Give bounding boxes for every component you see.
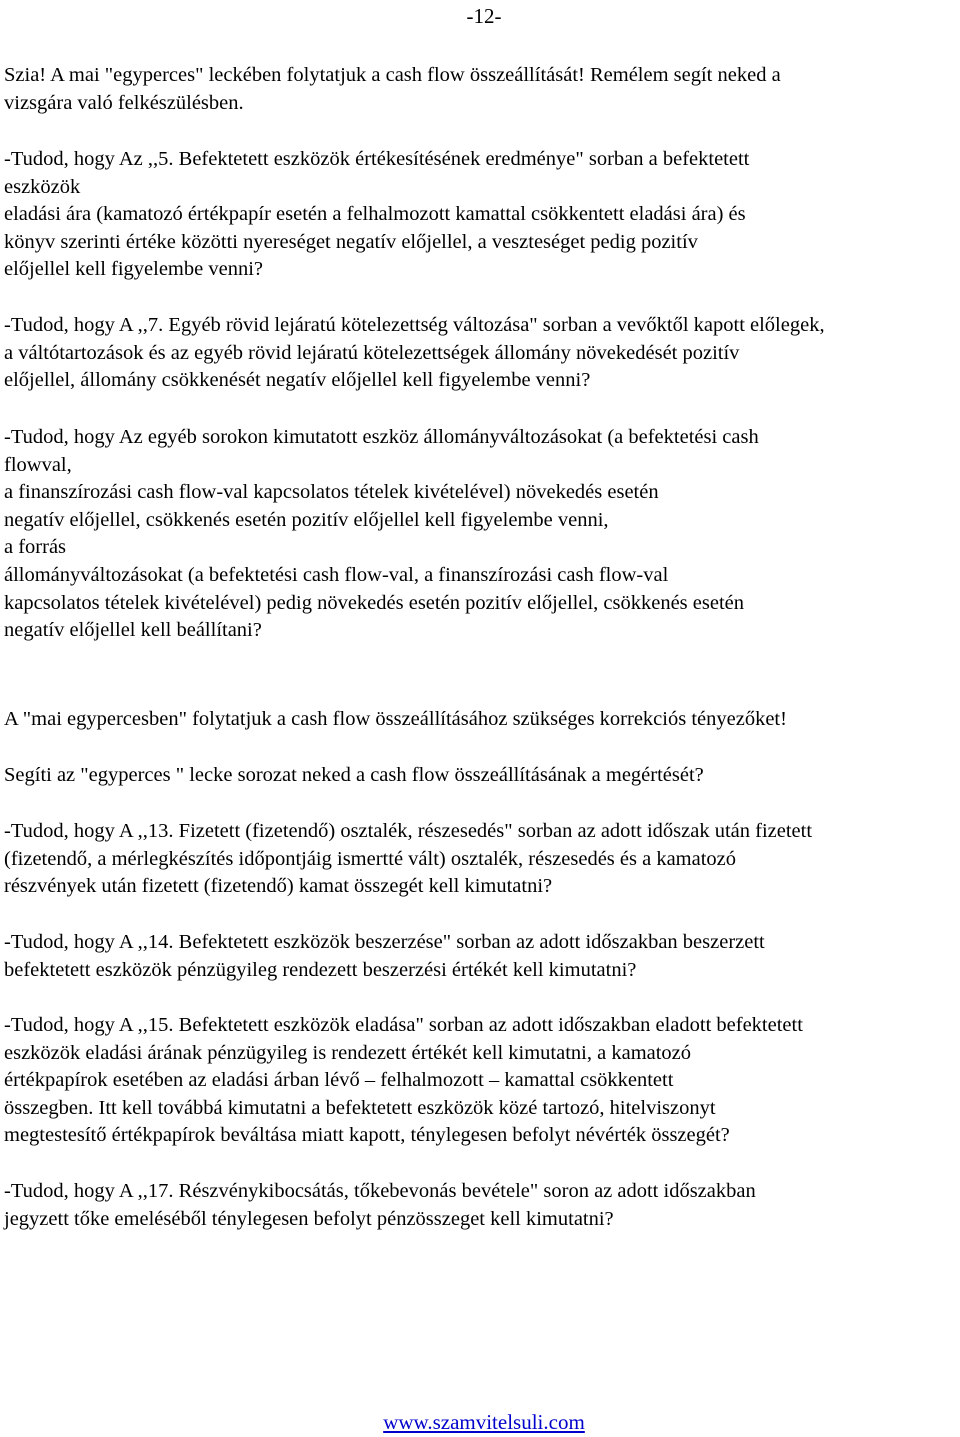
text-line: vizsgára való felkészülésben.	[4, 91, 244, 114]
paragraph-today	[4, 706, 960, 734]
website-link[interactable]: www.szamvitelsuli.com	[383, 1410, 585, 1434]
text-line: -Tudod, hogy A ,,14. Befektetett eszközök beszerzése" sorban az adott időszakban beszerzett	[4, 931, 765, 953]
paragraph-other-rows	[4, 424, 960, 645]
text-line: negatív előjellel kell beállítani?	[4, 619, 262, 642]
paragraph-item-17	[4, 1178, 960, 1233]
text-line: jegyzett tőke emeléséből ténylegesen befolyt pénzösszeget kell kimutatni?	[4, 1207, 614, 1230]
text-line: -Tudod, hogy Az egyéb sorokon kimutatott eszköz állományváltozásokat (a befektetési cash	[4, 426, 759, 448]
text-line: előjellel kell figyelembe venni?	[4, 258, 263, 281]
text-line: -Tudod, hogy A ,,17. Részvénykibocsátás, tőkebevonás bevétele" soron az adott időszakban	[4, 1180, 756, 1202]
text-line: kapcsolatos tételek kivételével) pedig növekedés esetén pozitív előjellel, csökkenés esetén	[4, 591, 745, 614]
paragraph-item-14	[4, 929, 960, 984]
text-line: befektetett eszközök pénzügyileg rendezett beszerzési értékét kell kimutatni?	[4, 958, 637, 981]
text-line: -Tudod, hogy A ,,15. Befektetett eszközök eladása" sorban az adott időszakban eladott befektetett	[4, 1014, 803, 1036]
text-line: -Tudod, hogy A ,,7. Egyéb rövid lejáratú kötelezettség változása" sorban a vevőktől kapott előlegek,	[4, 314, 825, 336]
text-line: összegben. Itt kell továbbá kimutatni a befektetett eszközök közé tartozó, hitelviszonyt	[4, 1096, 716, 1119]
paragraph-intro	[4, 62, 960, 117]
text-line: könyv szerinti értéke közötti nyereséget negatív előjellel, a veszteséget pedig pozitív	[4, 230, 698, 253]
text-line: Segíti az "egyperces " lecke sorozat neked a cash flow összeállításának a megértését?	[4, 764, 704, 786]
text-line: (fizetendő, a mérlegkészítés időpontjáig ismertté vált) osztalék, részesedés és a kamatozó	[4, 847, 737, 870]
text-line: előjellel, állomány csökkenését negatív előjellel kell figyelembe venni?	[4, 369, 591, 392]
paragraph-series	[4, 762, 960, 790]
text-line: eszközök	[4, 175, 81, 198]
text-line: A "mai egypercesben" folytatjuk a cash flow összeállításához szükséges korrekciós tényezőket!	[4, 708, 787, 730]
text-line: részvények után fizetett (fizetendő) kamat összegét kell kimutatni?	[4, 875, 553, 898]
paragraph-item-5	[4, 146, 960, 284]
text-line: a finanszírozási cash flow-val kapcsolatos tételek kivételével) növekedés esetén	[4, 481, 659, 504]
text-line: a váltótartozások és az egyéb rövid lejáratú kötelezettségek állomány növekedését pozitív	[4, 341, 740, 364]
text-line: flowval,	[4, 453, 72, 476]
text-line: állományváltozásokat (a befektetési cash flow-val, a finanszírozási cash flow-val	[4, 563, 669, 586]
paragraph-item-13	[4, 818, 960, 901]
text-line: megtestesítő értékpapírok beváltása miatt kapott, ténylegesen befolyt névérték összegét?	[4, 1124, 730, 1147]
text-line: -Tudod, hogy A ,,13. Fizetett (fizetendő) osztalék, részesedés" sorban az adott időszak után fizetett	[4, 820, 813, 842]
paragraph-item-15	[4, 1012, 960, 1150]
text-line: -Tudod, hogy Az ,,5. Befektetett eszközök értékesítésének eredménye" sorban a befektetett	[4, 148, 750, 170]
page-number: -12-	[466, 4, 502, 28]
paragraph-item-7	[4, 312, 960, 395]
text-line: értékpapírok esetében az eladási árban lévő – felhalmozott – kamattal csökkentett	[4, 1069, 674, 1092]
text-line: Szia! A mai "egyperces" leckében folytatjuk a cash flow összeállítását! Remélem segít neked a	[4, 64, 781, 86]
text-line: eszközök eladási árának pénzügyileg is rendezett értékét kell kimutatni, a kamatozó	[4, 1041, 692, 1064]
text-line: a forrás	[4, 536, 67, 559]
text-line: negatív előjellel, csökkenés esetén pozitív előjellel kell figyelembe venni,	[4, 508, 609, 531]
text-line: eladási ára (kamatozó értékpapír esetén a felhalmozott kamattal csökkentett eladási ára) és	[4, 203, 746, 226]
